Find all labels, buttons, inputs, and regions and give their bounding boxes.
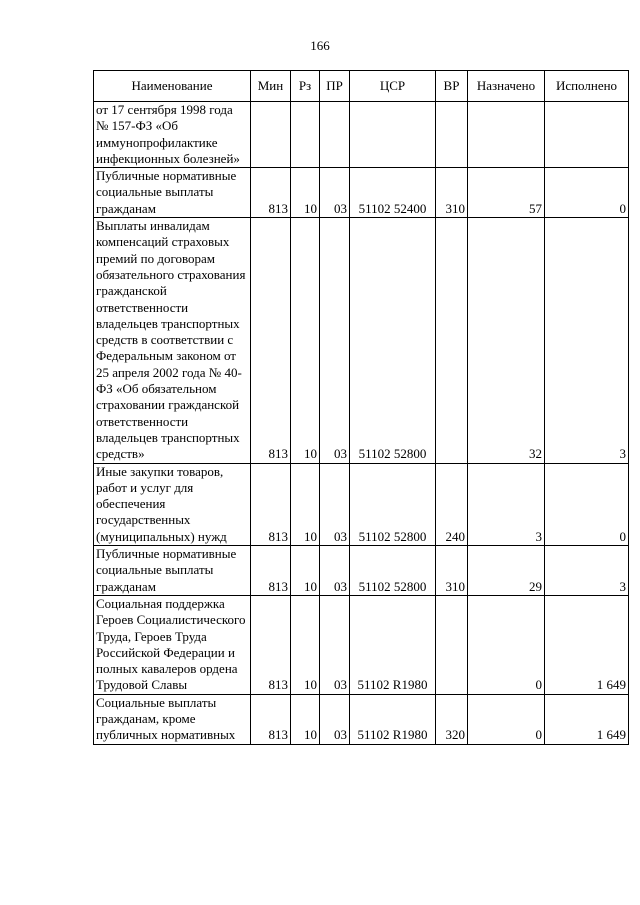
header-row (94, 71, 629, 102)
cell-csr: 51102 R1980 (350, 694, 436, 744)
cell-min: 813 (251, 218, 291, 463)
table-row (94, 463, 629, 545)
cell-rz: 10 (291, 694, 320, 744)
cell-assigned: 0 (468, 595, 545, 694)
header-pr: ПР (320, 71, 350, 102)
cell-pr: 03 (320, 168, 350, 218)
header-rz: Рз (291, 71, 320, 102)
cell-csr: 51102 R1980 (350, 595, 436, 694)
table-row (94, 218, 629, 463)
cell-rz (291, 102, 320, 168)
cell-min (251, 102, 291, 168)
cell-pr: 03 (320, 546, 350, 596)
budget-table (93, 70, 629, 745)
cell-pr: 03 (320, 218, 350, 463)
cell-rz: 10 (291, 168, 320, 218)
cell-csr: 51102 52800 (350, 218, 436, 463)
cell-executed: 1 649 (545, 595, 629, 694)
cell-executed: 3 (545, 546, 629, 596)
cell-name: Публичные нормативные социальные выплаты гражданам (94, 546, 251, 596)
cell-assigned: 57 (468, 168, 545, 218)
cell-vr: 310 (436, 168, 468, 218)
cell-pr: 03 (320, 694, 350, 744)
header-csr: ЦСР (350, 71, 436, 102)
cell-pr (320, 102, 350, 168)
cell-name: Выплаты инвалидам компенсаций страховых премий по договорам обязательного страхования гражданской ответственности владельцев транспортных средств в соответствии с Федеральным законом от 25 апреля 2002 года № 40-ФЗ «Об обязательном страховании гражданской ответственности владельцев транспортных средств» (94, 218, 251, 463)
header-executed: Исполнено (545, 71, 629, 102)
cell-vr: 310 (436, 546, 468, 596)
cell-assigned: 0 (468, 694, 545, 744)
cell-csr: 51102 52800 (350, 546, 436, 596)
cell-min: 813 (251, 168, 291, 218)
cell-rz: 10 (291, 463, 320, 545)
header-assigned: Назначено (468, 71, 545, 102)
cell-csr (350, 102, 436, 168)
header-name: Наименование (94, 71, 251, 102)
cell-executed: 0 (545, 463, 629, 545)
cell-vr: 240 (436, 463, 468, 545)
cell-assigned (468, 102, 545, 168)
cell-executed: 3 (545, 218, 629, 463)
cell-name: Публичные нормативные социальные выплаты гражданам (94, 168, 251, 218)
cell-pr: 03 (320, 463, 350, 545)
cell-rz: 10 (291, 546, 320, 596)
cell-min: 813 (251, 694, 291, 744)
cell-min: 813 (251, 546, 291, 596)
cell-vr (436, 595, 468, 694)
cell-min: 813 (251, 463, 291, 545)
header-vr: ВР (436, 71, 468, 102)
cell-assigned: 32 (468, 218, 545, 463)
cell-min: 813 (251, 595, 291, 694)
cell-name: Социальные выплаты гражданам, кроме публичных нормативных (94, 694, 251, 744)
table-row (94, 595, 629, 694)
cell-name: от 17 сентября 1998 года № 157-ФЗ «Об иммунопрофилактике инфекционных болезней» (94, 102, 251, 168)
cell-pr: 03 (320, 595, 350, 694)
cell-vr: 320 (436, 694, 468, 744)
cell-csr: 51102 52800 (350, 463, 436, 545)
cell-vr (436, 102, 468, 168)
cell-executed: 0 (545, 168, 629, 218)
cell-assigned: 3 (468, 463, 545, 545)
cell-rz: 10 (291, 595, 320, 694)
table-row (94, 102, 629, 168)
table-row (94, 694, 629, 744)
cell-rz: 10 (291, 218, 320, 463)
header-min: Мин (251, 71, 291, 102)
cell-assigned: 29 (468, 546, 545, 596)
cell-csr: 51102 52400 (350, 168, 436, 218)
cell-name: Иные закупки товаров, работ и услуг для обеспечения государственных (муниципальных) нужд (94, 463, 251, 545)
cell-name: Социальная поддержка Героев Социалистического Труда, Героев Труда Российской Федерации и полных кавалеров ордена Трудовой Славы (94, 595, 251, 694)
table-row (94, 546, 629, 596)
cell-executed (545, 102, 629, 168)
table-row (94, 168, 629, 218)
cell-vr (436, 218, 468, 463)
cell-executed: 1 649 (545, 694, 629, 744)
page-number: 166 (310, 38, 330, 53)
